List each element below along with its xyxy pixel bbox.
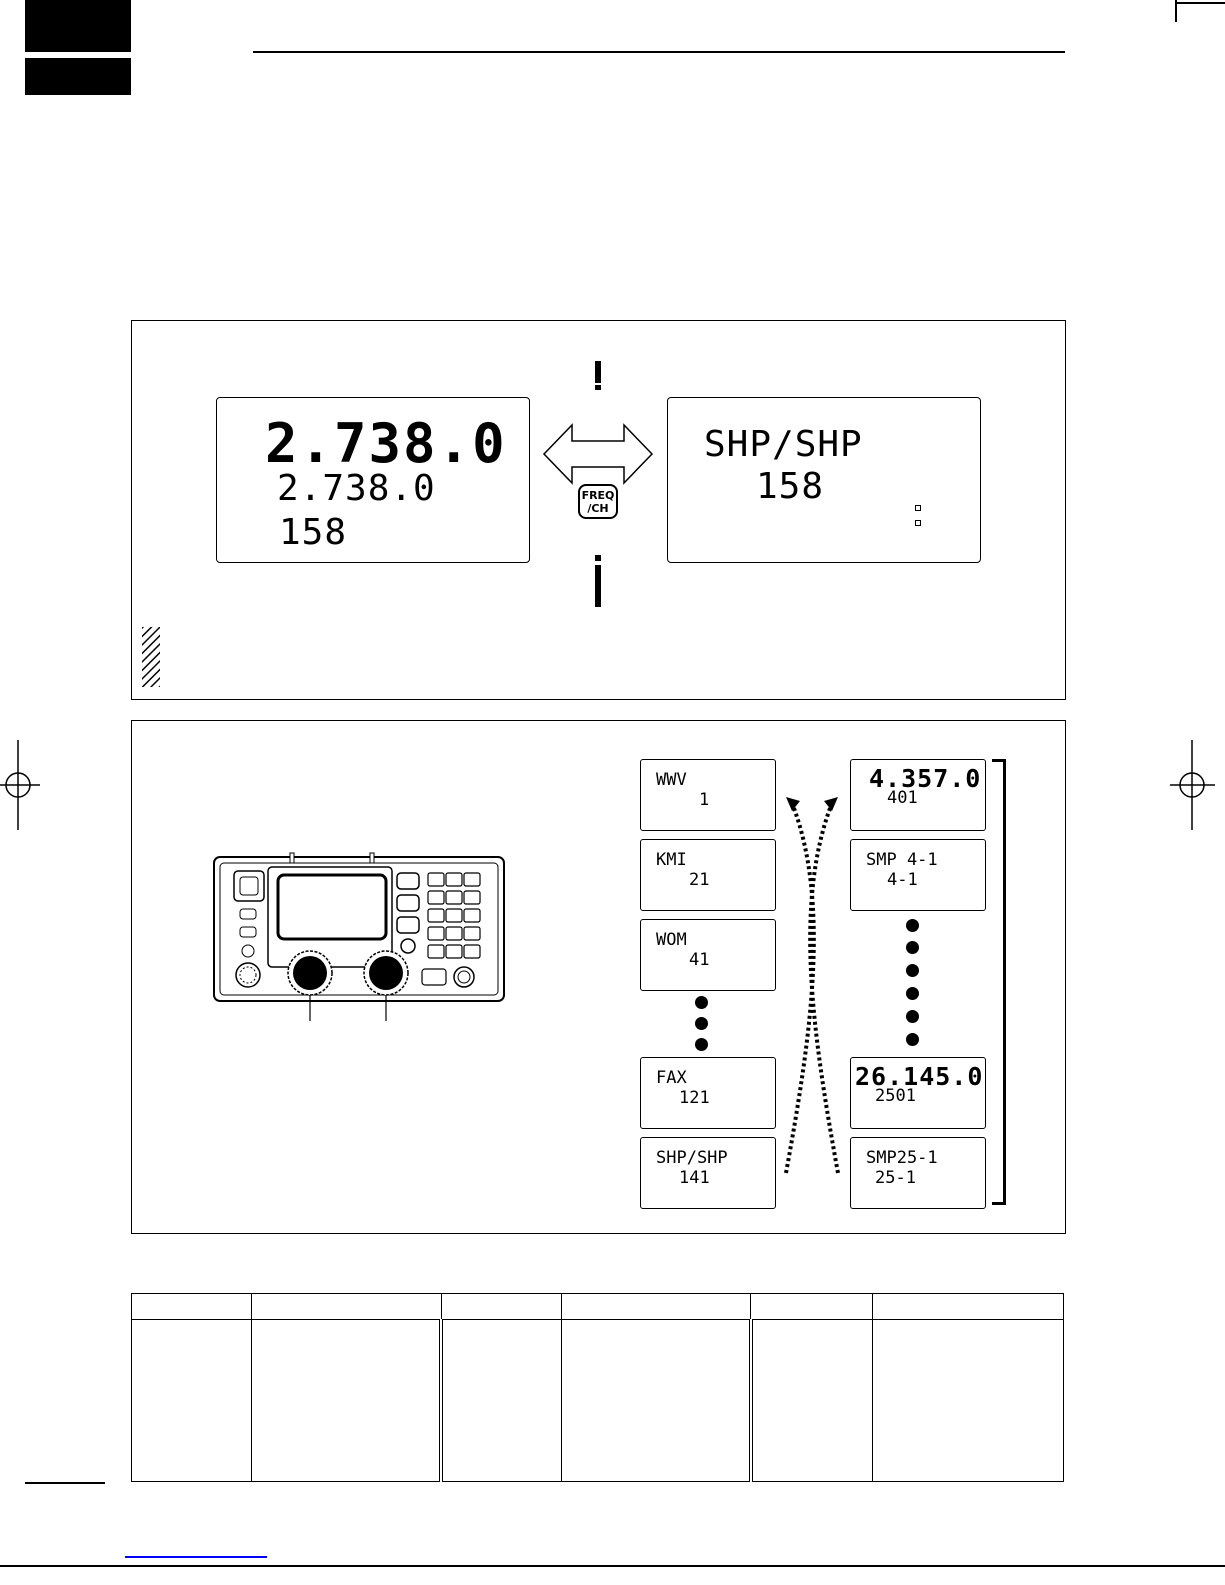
- channel-card-401: [850, 759, 986, 831]
- channel-number: 158: [279, 512, 348, 553]
- table-header-cell: [441, 1294, 561, 1320]
- card-station-name: WWV: [656, 770, 687, 790]
- registration-mark-left: [0, 740, 40, 830]
- card-channel-number: 1: [699, 790, 710, 810]
- card-channel-number: 4-1: [887, 870, 918, 890]
- table-cell: [873, 1320, 1064, 1482]
- indicator-square: [915, 520, 921, 526]
- footer-bottom-rule: [0, 1565, 1225, 1567]
- freq-key-label: FREQ: [581, 489, 615, 502]
- channel-table: [131, 1293, 1064, 1482]
- main-frequency: 2.738.0: [265, 412, 507, 475]
- card-channel-number: 141: [679, 1168, 710, 1188]
- note-hatch-icon: [142, 627, 160, 687]
- channel-number: 158: [756, 466, 825, 507]
- card-channel-number: 2501: [875, 1086, 916, 1106]
- table-cell: [751, 1320, 873, 1482]
- table-row: [132, 1320, 1064, 1482]
- table-cell: [441, 1320, 561, 1482]
- header-rule: [253, 51, 1065, 53]
- crop-mark-top-right-h: [1175, 2, 1225, 4]
- exclamation-dot-top-b: [595, 385, 601, 390]
- channel-card-wom: [640, 919, 776, 991]
- channel-list-panel: [131, 720, 1066, 1234]
- ellipsis-dot: [906, 919, 919, 932]
- card-channel-number: 401: [887, 788, 918, 808]
- card-channel-number: 121: [679, 1088, 710, 1108]
- ch-key-label: /CH: [587, 502, 609, 515]
- ellipsis-dot: [695, 996, 708, 1009]
- indicator-square: [915, 505, 921, 511]
- double-arrow-icon: [542, 421, 654, 487]
- channel-card-wwv: [640, 759, 776, 831]
- card-station-name: WOM: [656, 930, 687, 950]
- table-cell: [252, 1320, 442, 1482]
- ellipsis-dot: [695, 1038, 708, 1051]
- ellipsis-dot: [906, 1033, 919, 1046]
- ellipsis-dot: [906, 964, 919, 977]
- card-station-name: SMP25-1: [866, 1148, 938, 1168]
- channel-card-kmi: [640, 839, 776, 911]
- card-channel-number: 41: [689, 950, 710, 970]
- station-name: SHP/SHP: [704, 424, 863, 465]
- card-station-name: SHP/SHP: [656, 1148, 728, 1168]
- channel-card-fax: [640, 1057, 776, 1129]
- ellipsis-dot: [906, 941, 919, 954]
- exclamation-mark-bottom: [595, 555, 601, 561]
- freq-ch-key[interactable]: [578, 484, 618, 519]
- sub-frequency: 2.738.0: [277, 468, 436, 509]
- card-station-name: KMI: [656, 850, 687, 870]
- ellipsis-dot: [906, 987, 919, 1000]
- table-header-cell: [873, 1294, 1064, 1320]
- card-channel-number: 25-1: [875, 1168, 916, 1188]
- table-header-row: [132, 1294, 1064, 1320]
- registration-mark-right: [1170, 740, 1215, 830]
- section-tab-top: [25, 0, 131, 52]
- channel-card-2501: [850, 1057, 986, 1129]
- table-header-cell: [252, 1294, 442, 1320]
- table-header-cell: [561, 1294, 751, 1320]
- table-header-cell: [132, 1294, 252, 1320]
- group-bracket: [992, 759, 1006, 1205]
- exclamation-mark-bottom-bar: [595, 565, 601, 607]
- table-cell: [561, 1320, 751, 1482]
- card-channel-number: 21: [689, 870, 710, 890]
- channel-card-smp25-1: [850, 1137, 986, 1209]
- footer-link-underline[interactable]: [125, 1556, 267, 1558]
- freq-ch-panel: [131, 320, 1066, 700]
- card-station-name: SMP 4-1: [866, 850, 938, 870]
- ellipsis-dot: [906, 1010, 919, 1023]
- channel-card-shp: [640, 1137, 776, 1209]
- card-frequency: 26.145.0: [855, 1062, 984, 1091]
- cycle-arrows-icon: [772, 781, 852, 1181]
- table-header-cell: [751, 1294, 873, 1320]
- card-station-name: FAX: [656, 1068, 687, 1088]
- transceiver-front-panel-illustration: [212, 851, 506, 1021]
- table-cell: [132, 1320, 252, 1482]
- section-tab-bottom: [25, 58, 131, 95]
- footer-rule-left: [25, 1482, 105, 1484]
- channel-card-smp-4-1: [850, 839, 986, 911]
- ellipsis-dot: [695, 1017, 708, 1030]
- frequency-mode-display: [216, 397, 530, 563]
- channel-mode-display: [667, 397, 981, 563]
- card-frequency: 4.357.0: [869, 764, 982, 793]
